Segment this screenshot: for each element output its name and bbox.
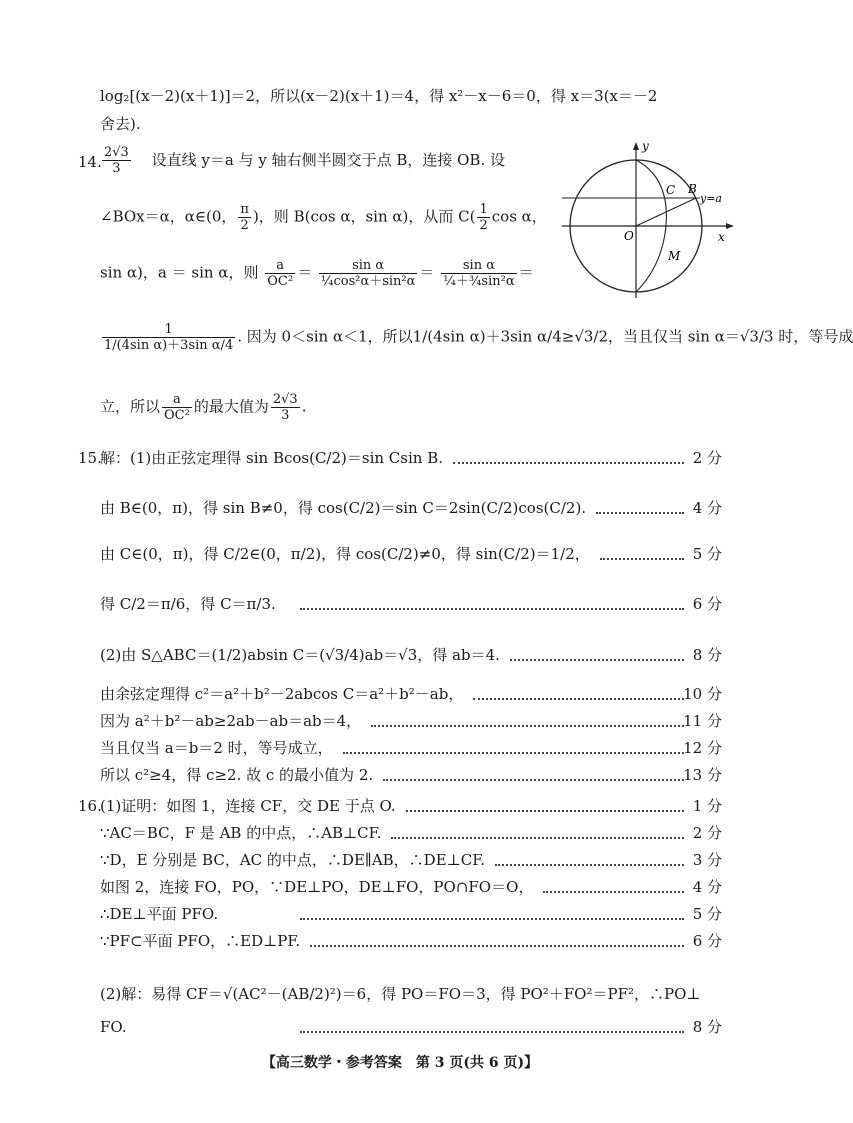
x-axis-arrow-icon bbox=[726, 223, 734, 229]
leader-dots bbox=[596, 512, 684, 514]
label-x: x bbox=[718, 230, 725, 244]
q15-line-score: 8 分 bbox=[692, 646, 722, 664]
q15-line-score: 6 分 bbox=[692, 595, 722, 613]
q16-line-text: (1)证明：如图 1，连接 CF，交 DE 于点 O. bbox=[100, 797, 396, 815]
y-axis-arrow-icon bbox=[633, 142, 639, 150]
q16-line-score: 1 分 bbox=[692, 797, 722, 815]
continuation-line-1: log₂[(x－2)(x＋1)]＝2，所以(x－2)(x＋1)＝4，得 x²－x－6＝0，得 x＝3(x＝－2 bbox=[100, 87, 658, 105]
q16-line-score: 4 分 bbox=[692, 878, 722, 896]
q14-line-2: ∠BOx＝α，α∈(0， $\frac{\pi}{2}$ )，则 B(cos α，sin α)，从而 C( $\frac{1}{2}$ cos α， bbox=[100, 202, 547, 233]
leader-dots bbox=[600, 558, 684, 560]
q14-line-5: 立，所以 $\frac{a}{\text{OC²}}$ 的最大值为 $\frac{2√3}{3}$ . bbox=[100, 392, 307, 423]
q16-line-text: ∵PF⊂平面 PFO，∴ED⊥PF. bbox=[100, 932, 301, 950]
q16-line-text: FO. bbox=[100, 1018, 127, 1036]
label-M: M bbox=[668, 249, 681, 263]
label-B: B bbox=[688, 182, 697, 196]
leader-dots bbox=[310, 945, 684, 947]
q14-line-4: $\frac{1}{\text{1/(4sin α)＋3sin α/4}}$ . 因为 0＜sin α＜1，所以1/(4sin α)＋3sin α/4≥√3/2，当且仅当 sin α＝√3/3 时，等号成 bbox=[104, 322, 853, 353]
q15-line-score: 11 分 bbox=[683, 712, 722, 730]
label-C: C bbox=[666, 183, 676, 197]
q16-line-score: 8 分 bbox=[692, 1018, 722, 1036]
leader-dots bbox=[510, 659, 684, 661]
q16-line-text: ∵D，E 分别是 BC，AC 的中点，∴DE∥AB，∴DE⊥CF. bbox=[100, 851, 486, 869]
leader-dots bbox=[371, 725, 684, 727]
page-footer: 【高三数学・参考答案 第 3 页(共 6 页)】 bbox=[261, 1055, 539, 1071]
q15-line-text: 由余弦定理得 c²＝a²＋b²－2abcos C＝a²＋b²－ab， bbox=[100, 685, 464, 703]
q15-line-score: 10 分 bbox=[683, 685, 722, 703]
q15-line-text: 由 B∈(0，π)，得 sin B≠0，得 cos(C/2)＝sin C＝2sin(C/2)cos(C/2). bbox=[100, 499, 587, 517]
q16-line-text: ∴DE⊥平面 PFO. bbox=[100, 905, 219, 923]
leader-dots bbox=[391, 837, 684, 839]
q15-line-text: (2)由 S△ABC＝(1/2)absin C＝(√3/4)ab＝√3，得 ab＝4. bbox=[100, 646, 500, 664]
q14-line-3: sin α)，a ＝ sin α，则 $\frac{a}{\text{OC²}}$ ＝ $\frac{\text{sin α}}{\text{¼cos²α＋sin²α}}$ ＝ $\frac{\text{sin α}}{\text{¼＋¾sin²α}}$ ＝ bbox=[100, 258, 534, 289]
leader-dots bbox=[383, 779, 684, 781]
label-y: y bbox=[642, 139, 649, 153]
leader-dots bbox=[543, 891, 684, 893]
q16-line-score: 5 分 bbox=[692, 905, 722, 923]
q15-line-score: 4 分 bbox=[692, 499, 722, 517]
q15-line-score: 12 分 bbox=[683, 739, 722, 757]
q15-line-text: 得 C/2＝π/6，得 C＝π/3. bbox=[100, 595, 276, 613]
q14-circle-figure bbox=[560, 138, 740, 308]
label-y-equals-a: y=a bbox=[700, 192, 722, 205]
q16-line-text: ∵AC＝BC，F 是 AB 的中点，∴AB⊥CF. bbox=[100, 824, 382, 842]
leader-dots bbox=[473, 698, 684, 700]
leader-dots bbox=[343, 752, 684, 754]
q16-line-text: (2)解：易得 CF＝√(AC²－(AB/2)²)＝6，得 PO＝FO＝3，得 PO²＋FO²＝PF²，∴PO⊥ bbox=[100, 985, 701, 1003]
leader-dots bbox=[300, 1031, 684, 1033]
leader-dots bbox=[453, 462, 684, 464]
q14-number: 14. bbox=[78, 153, 102, 171]
leader-dots bbox=[300, 918, 684, 920]
q15-line-text: 由 C∈(0，π)，得 C/2∈(0，π/2)，得 cos(C/2)≠0，得 sin(C/2)＝1/2， bbox=[100, 545, 590, 563]
continuation-line-2: 舍去). bbox=[100, 115, 141, 133]
q16-line-score: 2 分 bbox=[692, 824, 722, 842]
q15-line-text: 所以 c²≥4，得 c≥2. 故 c 的最小值为 2. bbox=[100, 766, 374, 784]
q16-number: 16. bbox=[78, 797, 102, 815]
q14-answer-fraction: $\frac{2√3}{3}$ bbox=[104, 145, 129, 176]
q15-number: 15. bbox=[78, 449, 102, 467]
q15-line-score: 2 分 bbox=[692, 449, 722, 467]
q16-line-score: 6 分 bbox=[692, 932, 722, 950]
q16-line-score: 3 分 bbox=[692, 851, 722, 869]
q15-line-score: 5 分 bbox=[692, 545, 722, 563]
label-O: O bbox=[624, 229, 634, 243]
leader-dots bbox=[300, 608, 684, 610]
leader-dots bbox=[495, 864, 684, 866]
q15-line-text: 当且仅当 a＝b＝2 时，等号成立， bbox=[100, 739, 333, 757]
q16-line-text: 如图 2，连接 FO，PO，∵DE⊥PO，DE⊥FO，PO∩FO＝O， bbox=[100, 878, 534, 896]
q15-line-text: 因为 a²＋b²－ab≥2ab－ab＝ab＝4， bbox=[100, 712, 362, 730]
q15-line-score: 13 分 bbox=[683, 766, 722, 784]
q15-line-text: 解：(1)由正弦定理得 sin Bcos(C/2)＝sin Csin B. bbox=[100, 449, 443, 467]
q14-line-1-text: 设直线 y＝a 与 y 轴右侧半圆交于点 B，连接 OB. 设 bbox=[151, 150, 505, 169]
leader-dots bbox=[406, 810, 684, 812]
q14-line-1 bbox=[100, 145, 505, 176]
